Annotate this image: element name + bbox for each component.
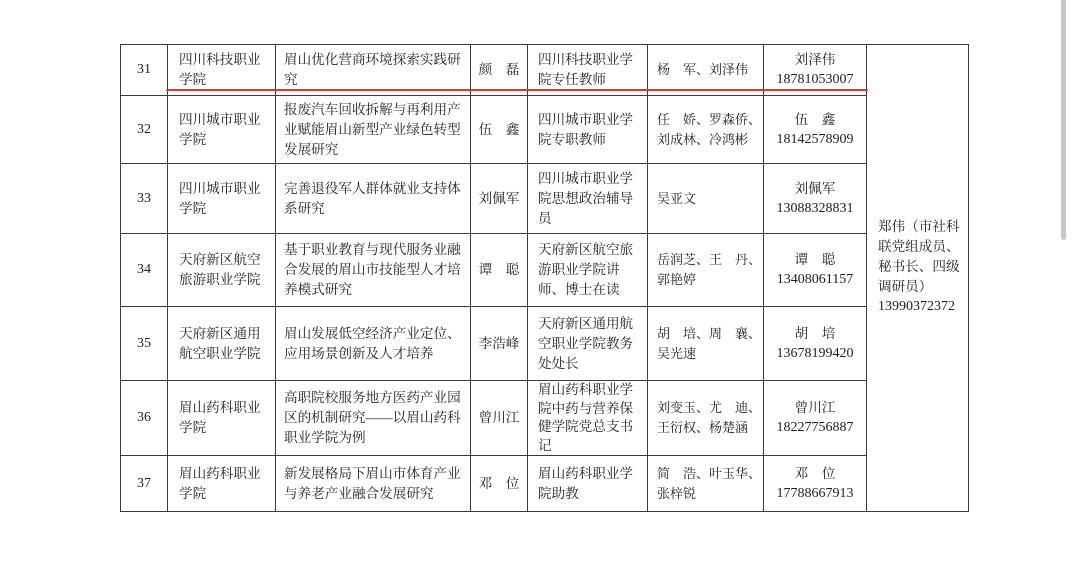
project-title-cell: 眉山发展低空经济产业定位、应用场景创新及人才培养 (276, 307, 471, 381)
project-title-cell: 报废汽车回收拆解与再利用产业赋能眉山新型产业绿色转型发展研究 (276, 96, 471, 164)
row-number: 36 (121, 381, 168, 456)
contact-name: 谭 聪 (794, 252, 836, 267)
team-members-cell: 胡 培、周 襄、吴光速 (648, 307, 764, 381)
project-title-cell: 完善退役军人群体就业支持体系研究 (276, 164, 471, 234)
contact-cell (764, 307, 867, 381)
contact-cell (764, 45, 867, 96)
leader-position-cell: 天府新区通用航空职业学院教务处处长 (528, 307, 648, 381)
table-row (121, 381, 969, 456)
leader-position-cell: 眉山药科职业学院助教 (528, 456, 648, 512)
scrollbar-thumb[interactable] (1061, 0, 1066, 240)
contact-phone: 13678199420 (776, 345, 854, 361)
row-number: 32 (121, 96, 168, 164)
team-members-cell: 吴亚文 (648, 164, 764, 234)
team-members-cell: 简 浩、叶玉华、张梓锐 (648, 456, 764, 512)
red-underline-annotation (166, 89, 868, 91)
row-number: 37 (121, 456, 168, 512)
contact-phone: 13088328831 (776, 200, 854, 216)
contact-name: 伍 鑫 (794, 111, 836, 127)
table-row (121, 96, 969, 164)
team-members-cell: 任 娇、罗森侨、刘成林、冷鸿彬 (648, 96, 764, 164)
institution-cell: 眉山药科职业学院 (168, 381, 276, 456)
contact-name: 刘佩军 (794, 180, 836, 196)
row-number: 35 (121, 307, 168, 381)
supervisor-cell (867, 45, 969, 512)
project-leader-cell: 颜 磊 (471, 45, 528, 96)
leader-position-cell: 四川城市职业学院专职教师 (528, 96, 648, 164)
row-number: 34 (121, 234, 168, 307)
institution-cell: 四川科技职业学院 (168, 45, 276, 96)
contact-cell (764, 234, 867, 307)
project-title-cell: 基于职业教育与现代服务业融合发展的眉山市技能型人才培养模式研究 (276, 234, 471, 307)
supervisor-name-title: 郑伟（市社科联党组成员、秘书长、四级调研员） (878, 219, 960, 294)
project-leader-cell: 伍 鑫 (471, 96, 528, 164)
contact-cell (764, 456, 867, 512)
row-number: 31 (121, 45, 168, 96)
project-title-cell: 高职院校服务地方医药产业园区的机制研究——以眉山药科职业学院为例 (276, 381, 471, 456)
institution-cell: 四川城市职业学院 (168, 96, 276, 164)
table-row (121, 164, 969, 234)
leader-position-cell: 四川城市职业学院思想政治辅导员 (528, 164, 648, 234)
project-leader-cell: 谭 聪 (471, 234, 528, 307)
contact-name: 邓 位 (794, 465, 836, 481)
contact-phone: 17788667913 (776, 485, 854, 501)
institution-cell: 眉山药科职业学院 (168, 456, 276, 512)
project-leader-cell: 刘佩军 (471, 164, 528, 234)
project-table (120, 44, 969, 512)
project-title-cell: 新发展格局下眉山市体育产业与养老产业融合发展研究 (276, 456, 471, 512)
institution-cell: 天府新区航空旅游职业学院 (168, 234, 276, 307)
project-title-cell: 眉山优化营商环境探索实践研究 (276, 45, 471, 96)
contact-cell (764, 381, 867, 456)
contact-name: 曾川江 (794, 400, 836, 415)
institution-cell: 天府新区通用航空职业学院 (168, 307, 276, 381)
table-row (121, 456, 969, 512)
contact-phone: 18142578909 (776, 131, 854, 147)
team-members-cell: 杨 军、刘泽伟 (648, 45, 764, 96)
team-members-cell: 刘变玉、尤 迪、王衍权、杨楚涵 (648, 381, 764, 456)
contact-cell (764, 164, 867, 234)
row-number: 33 (121, 164, 168, 234)
contact-name: 胡 培 (794, 325, 836, 341)
leader-position-cell: 眉山药科职业学院中药与营养保健学院党总支书记 (528, 381, 648, 456)
project-leader-cell: 邓 位 (471, 456, 528, 512)
supervisor-phone: 13990372372 (878, 299, 955, 314)
table-row (121, 234, 969, 307)
table-row (121, 307, 969, 381)
contact-name: 刘泽伟 (794, 52, 836, 67)
team-members-cell: 岳润芝、王 丹、郭艳婷 (648, 234, 764, 307)
contact-phone: 13408061157 (776, 272, 854, 287)
contact-phone: 18227756887 (776, 420, 854, 435)
project-leader-cell: 曾川江 (471, 381, 528, 456)
contact-phone: 18781053007 (776, 72, 854, 87)
project-leader-cell: 李浩峰 (471, 307, 528, 381)
contact-cell (764, 96, 867, 164)
leader-position-cell: 天府新区航空旅游职业学院讲师、博士在读 (528, 234, 648, 307)
leader-position-cell: 四川科技职业学院专任教师 (528, 45, 648, 96)
table-row (121, 45, 969, 96)
institution-cell: 四川城市职业学院 (168, 164, 276, 234)
